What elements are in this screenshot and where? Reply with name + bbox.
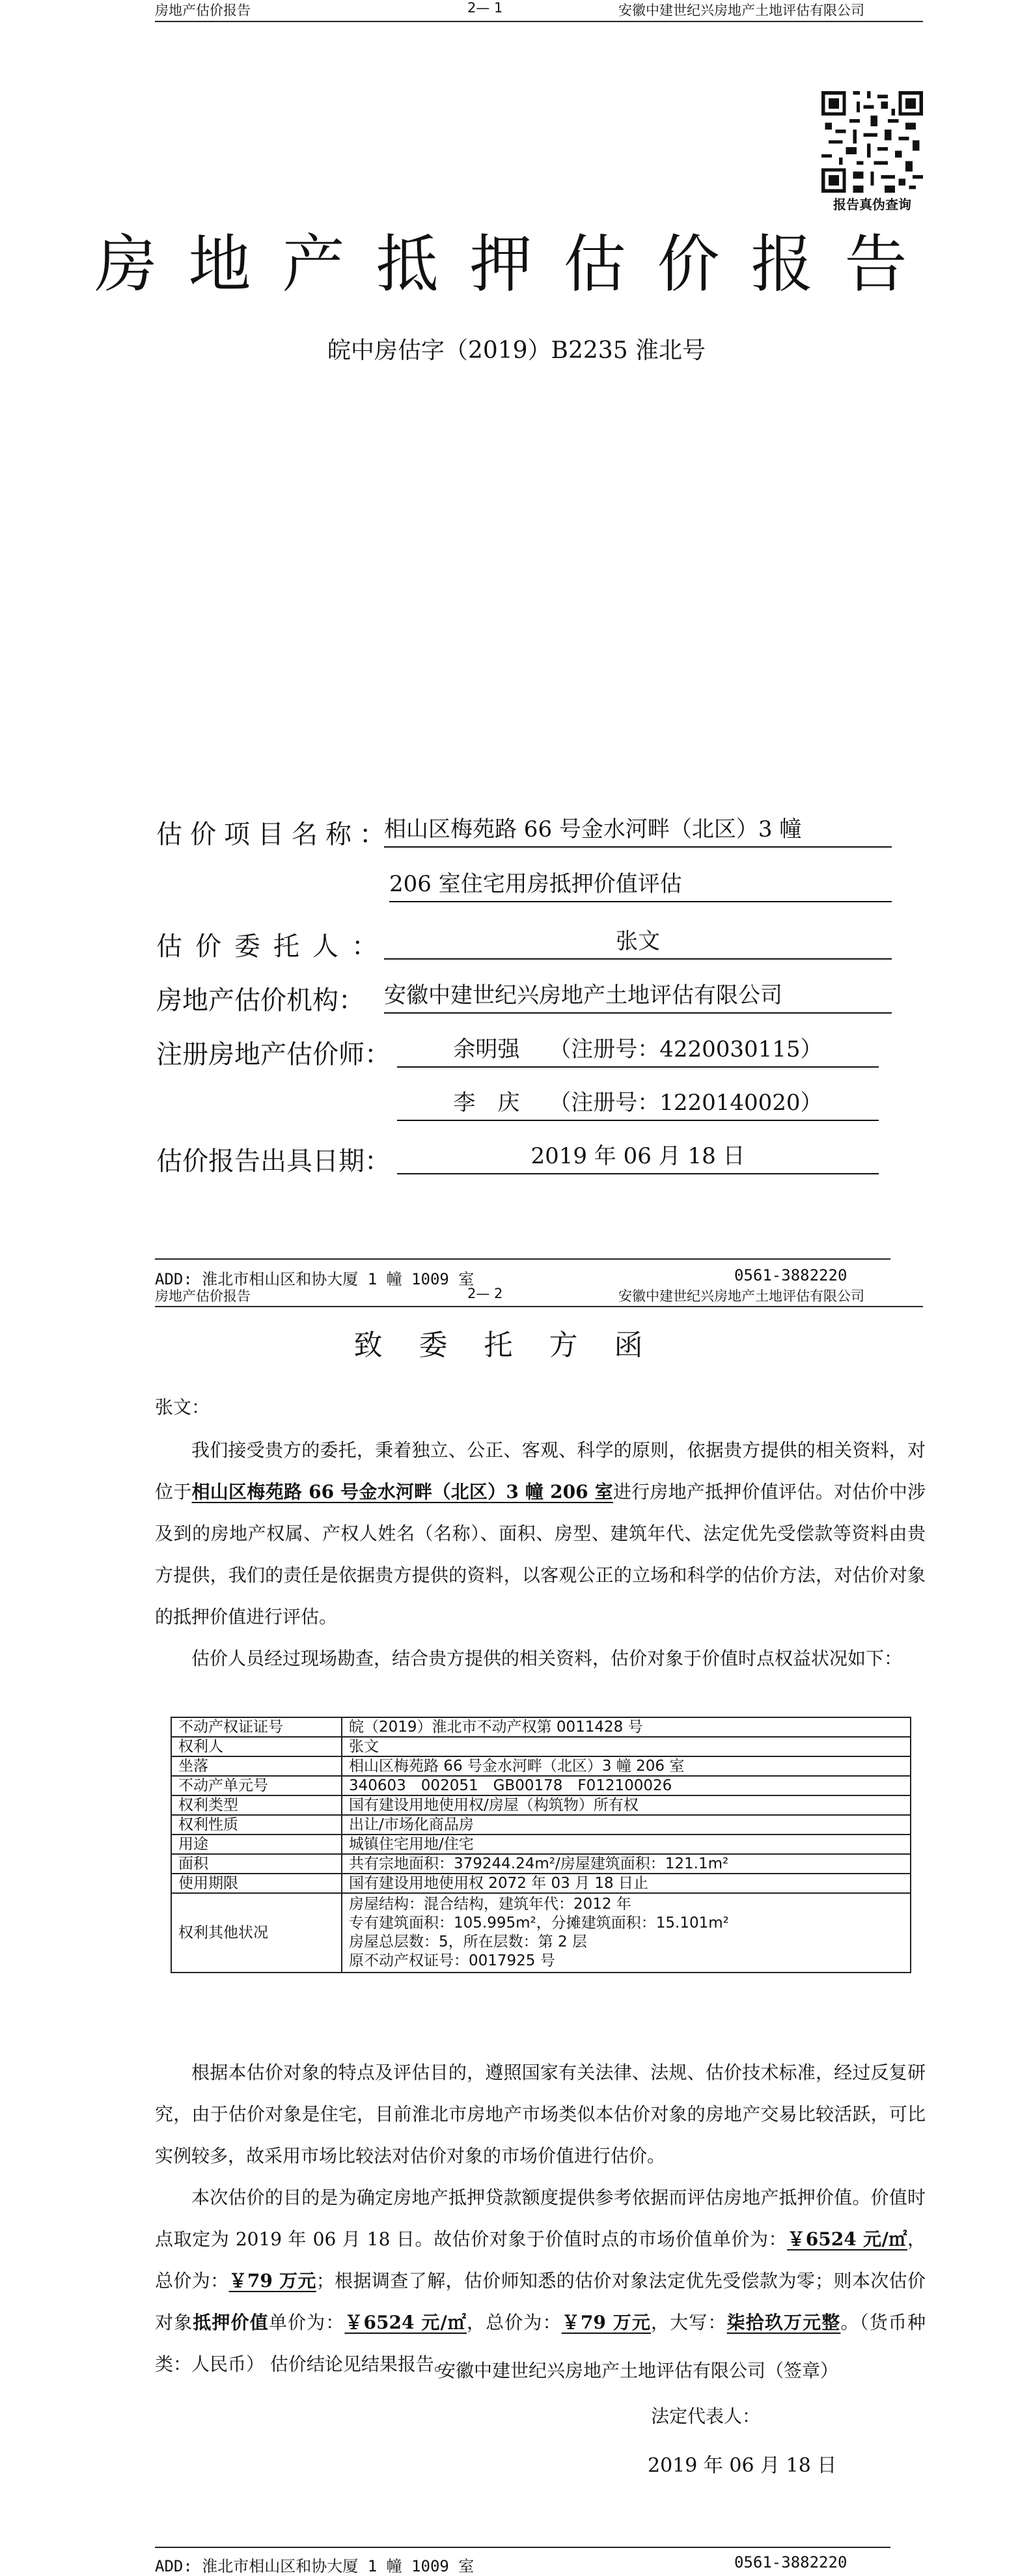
table-row (171, 1874, 911, 1893)
signature-date: 2019 年 06 月 18 日 (648, 2454, 837, 2477)
page2-header-left: 房地产估价报告 (155, 1288, 251, 1304)
appraiser-label: 注册房地产估价师： (156, 1040, 391, 1070)
project-name-line1: 相山区梅苑路 66 号金水河畔（北区）3 幢 (384, 812, 892, 848)
page1-header-left: 房地产估价报告 (155, 3, 251, 18)
paragraph-survey: 估价人员经过现场勘查，结合贵方提供的相关资料，估价对象于价值时点权益状况如下： (191, 1648, 903, 1669)
table-key: 权利类型 (171, 1795, 342, 1815)
agency-value: 安徽中建世纪兴房地产土地评估有限公司 (384, 978, 892, 1014)
project-name-label: 估价项目名称： (156, 820, 393, 850)
project-name-line2: 206 室住宅用房抵押价值评估 (389, 867, 892, 902)
table-row-other (171, 1893, 911, 1973)
property-address: 相山区梅苑路 66 号金水河畔（北区）3 幢 206 室 (191, 1481, 613, 1503)
table-row (171, 1776, 911, 1795)
page2-footer-address: ADD: 淮北市相山区和协大厦 1 幢 1009 室 (155, 2557, 475, 2575)
table-row (171, 1737, 911, 1756)
table-key: 不动产单元号 (171, 1776, 342, 1795)
unit-price: ￥6524 元/㎡ (787, 2228, 907, 2250)
qr-caption: 报告真伪查询 (833, 197, 911, 212)
issue-date-value: 2019 年 06 月 18 日 (397, 1139, 879, 1174)
paragraph-entrust: 我们接受贵方的委托，秉着独立、公正、客观、科学的原则，依据贵方提供的相关资料，对位于相山区梅苑路 66 号金水河畔（北区）3 幢 206 室进行房地产抵押价值评估。对估价中涉及到的房地产权属、产权人姓名（名称）、面积、房型、建筑年代、法定优先受偿款等资料由贵方提供，我们的责任是依据贵方提供的资料，以客观公正的立场和科学的估价方法，对估价对象的抵押价值进行评估。 (155, 1439, 926, 1627)
table-key: 面积 (171, 1854, 342, 1874)
page2-header-rule (155, 1306, 923, 1307)
table-row (171, 1835, 911, 1854)
other-status-line: 房屋总层数：5，所在层数：第 2 层 (349, 1933, 587, 1950)
page2-header-right: 安徽中建世纪兴房地产土地评估有限公司 (618, 1288, 864, 1304)
page1-footer-address: ADD: 淮北市相山区和协大厦 1 幢 1009 室 (155, 1270, 475, 1288)
table-key: 权利性质 (171, 1815, 342, 1835)
page2-footer-phone: 0561-3882220 (734, 2553, 847, 2571)
page1-header-page: 2— 1 (467, 0, 503, 16)
table-key: 权利其他状况 (171, 1893, 342, 1973)
table-row (171, 1717, 911, 1737)
paragraph-method: 根据本估价对象的特点及评估目的，遵照国家有关法律、法规、估价技术标准，经过反复研究，由于估价对象是住宅，目前淮北市房地产市场类似本估价对象的房地产交易比较活跃，可比实例较多，故采用市场比较法对估价对象的市场价值进行估价。 (155, 2062, 926, 2167)
table-row (171, 1756, 911, 1776)
page1-footer-phone: 0561-3882220 (734, 1266, 847, 1284)
page1-header-right: 安徽中建世纪兴房地产土地评估有限公司 (618, 3, 864, 18)
table-value: 国有建设用地使用权 2072 年 03 月 18 日止 (342, 1874, 911, 1893)
salutation: 张文： (155, 1396, 210, 1418)
page1-footer-rule (155, 1258, 890, 1260)
rights-table (171, 1717, 911, 1973)
table-value: 相山区梅苑路 66 号金水河畔（北区）3 幢 206 室 (342, 1756, 911, 1776)
table-value: 城镇住宅用地/住宅 (342, 1835, 911, 1854)
table-key: 用途 (171, 1835, 342, 1854)
table-value: 出让/市场化商品房 (342, 1815, 911, 1835)
table-key: 使用期限 (171, 1874, 342, 1893)
signature-company: 安徽中建世纪兴房地产土地评估有限公司（签章） (437, 2360, 839, 2381)
other-status-line: 房屋结构：混合结构，建筑年代：2012 年 (349, 1896, 631, 1913)
report-title: 房地产抵押估价报告 (94, 228, 939, 301)
table-key: 坐落 (171, 1756, 342, 1776)
appraiser-1: 余明强 （注册号：4220030115） (397, 1032, 879, 1068)
other-status-line: 原不动产权证号：0017925 号 (349, 1952, 555, 1969)
table-value: 共有宗地面积：379244.24m²/房屋建筑面积：121.1m² (342, 1854, 911, 1874)
mortgage-unit-price: ￥6524 元/㎡ (344, 2312, 467, 2333)
table-value-multiline (342, 1893, 911, 1973)
document-number: 皖中房估字（2019）B2235 淮北号 (327, 337, 706, 364)
letter-title: 致委托方函 (353, 1329, 680, 1362)
client-label: 估价委托人： (156, 932, 391, 962)
table-row (171, 1854, 911, 1874)
table-row (171, 1795, 911, 1815)
table-key: 权利人 (171, 1737, 342, 1756)
table-row (171, 1815, 911, 1835)
other-status-line: 专有建筑面积：105.995m²，分摊建筑面积：15.101m² (349, 1915, 729, 1932)
signature-legal-rep: 法定代表人： (651, 2405, 761, 2427)
table-value: 国有建设用地使用权/房屋（构筑物）所有权 (342, 1795, 911, 1815)
mortgage-total-price: ￥79 万元 (561, 2312, 651, 2333)
total-price-uppercase: 柒拾玖万元整 (726, 2312, 841, 2333)
page2-footer-rule (155, 2547, 890, 2548)
total-price: ￥79 万元 (228, 2270, 316, 2292)
appraiser-2: 李 庆 （注册号：1220140020） (397, 1086, 879, 1121)
table-value: 张文 (342, 1737, 911, 1756)
page2-header-page: 2— 2 (467, 1286, 503, 1301)
mortgage-value-label: 抵押价值 (193, 2312, 269, 2333)
issue-date-label: 估价报告出具日期： (156, 1146, 391, 1176)
paragraph-conclusion: 本次估价的目的是为确定房地产抵押贷款额度提供参考依据而评估房地产抵押价值。价值时点取定为 2019 年 06 月 18 日。故估价对象于价值时点的市场价值单价为：￥6524 元/㎡，总价为：￥79 万元；根据调查了解，估价师知悉的估价对象法定优先受偿款为零；则本次估价对象抵押价值单价为：￥6524 元/㎡，总价为：￥79 万元，大写：柒拾玖万元整。（货币种类：人民币） 估价结论见结果报告。 (155, 2187, 926, 2375)
qr-code-icon (821, 91, 923, 193)
page1-header-rule (155, 21, 923, 22)
client-value: 张文 (384, 924, 892, 960)
table-value: 340603 002051 GB00178 F012100026 (342, 1776, 911, 1795)
agency-label: 房地产估价机构： (156, 986, 365, 1016)
table-key: 不动产权证证号 (171, 1717, 342, 1737)
table-value: 皖（2019）淮北市不动产权第 0011428 号 (342, 1717, 911, 1737)
